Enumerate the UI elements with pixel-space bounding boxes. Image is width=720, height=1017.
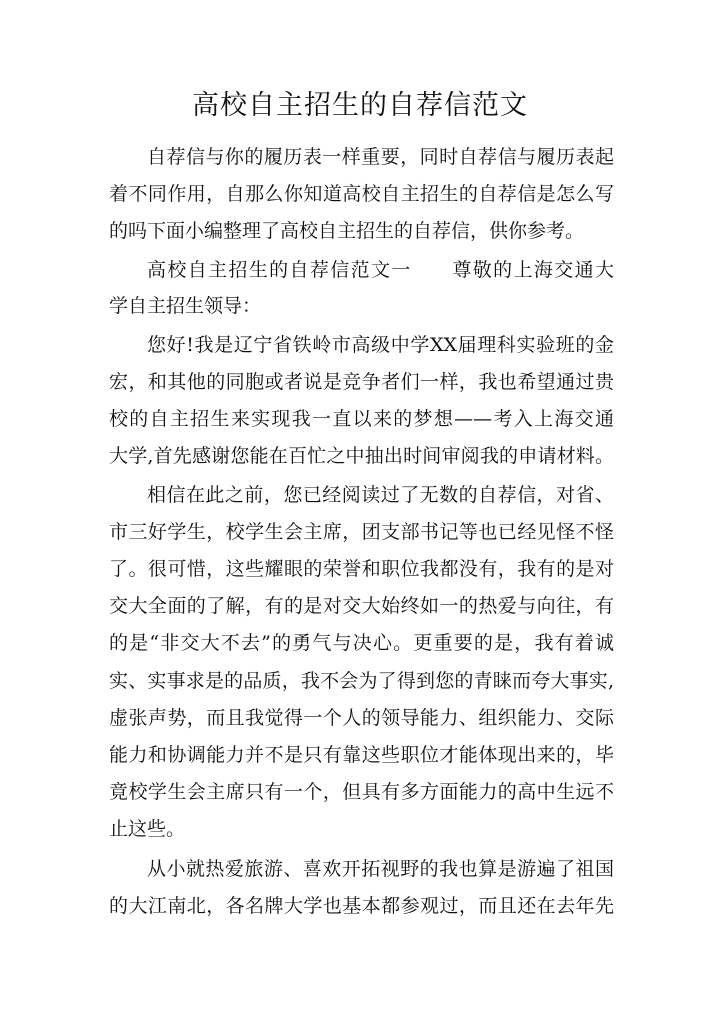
- paragraph-line: 的吗下面小编整理了高校自主招生的自荐信，供你参考。: [109, 220, 585, 242]
- paragraph-line: 的是“非交大不去”的勇气与决心。更重要的是，我有着诚: [109, 632, 614, 654]
- paragraph-line: 校的自主招生来实现我一直以来的梦想——考入上海交通: [109, 408, 614, 430]
- paragraph-line: 的大江南北，各名牌大学也基本都参观过，而且还在去年先: [109, 895, 614, 917]
- paragraph-line: 着不同作用，自那么你知道高校自主招生的自荐信是怎么写: [109, 183, 614, 205]
- document-title: 高校自主招生的自荐信范文: [192, 90, 528, 121]
- paragraph-line: 您好!我是辽宁省铁岭市高级中学XX届理科实验班的金: [147, 334, 614, 356]
- paragraph-line: 止这些。: [109, 818, 186, 840]
- paragraph-line: 了。很可惜，这些耀眼的荣誉和职位我都没有，我有的是对: [109, 558, 614, 580]
- paragraph-line: 市三好学生，校学生会主席，团支部书记等也已经见怪不怪: [109, 521, 614, 543]
- paragraph-line: 实、实事求是的品质，我不会为了得到您的青睐而夸大事实,: [109, 670, 614, 692]
- paragraph-line: 竟校学生会主席只有一个，但具有多方面能力的高中生远不: [109, 781, 614, 803]
- paragraph-line: 相信在此之前，您已经阅读过了无数的自荐信，对省、: [147, 484, 614, 506]
- paragraph-line: 自荐信与你的履历表一样重要，同时自荐信与履历表起: [147, 146, 614, 168]
- paragraph-line: 大学,首先感谢您能在百忙之中抽出时间审阅我的申请材料。: [109, 445, 614, 467]
- paragraph-line: 交大全面的了解，有的是对交大始终如一的热爱与向往，有: [109, 595, 614, 617]
- paragraph-line: 宏，和其他的同胞或者说是竞争者们一样，我也希望通过贵: [109, 371, 614, 393]
- paragraph-line: 虚张声势，而且我觉得一个人的领导能力、组织能力、交际: [109, 707, 614, 729]
- paragraph-line: 从小就热爱旅游、喜欢开拓视野的我也算是游遍了祖国: [147, 858, 614, 880]
- paragraph-line: 能力和协调能力并不是只有靠这些职位才能体现出来的，毕: [109, 744, 614, 766]
- paragraph-line: 高校自主招生的自荐信范文一 尊敬的上海交通大: [147, 259, 614, 281]
- paragraph-line: 学自主招生领导：: [109, 295, 262, 317]
